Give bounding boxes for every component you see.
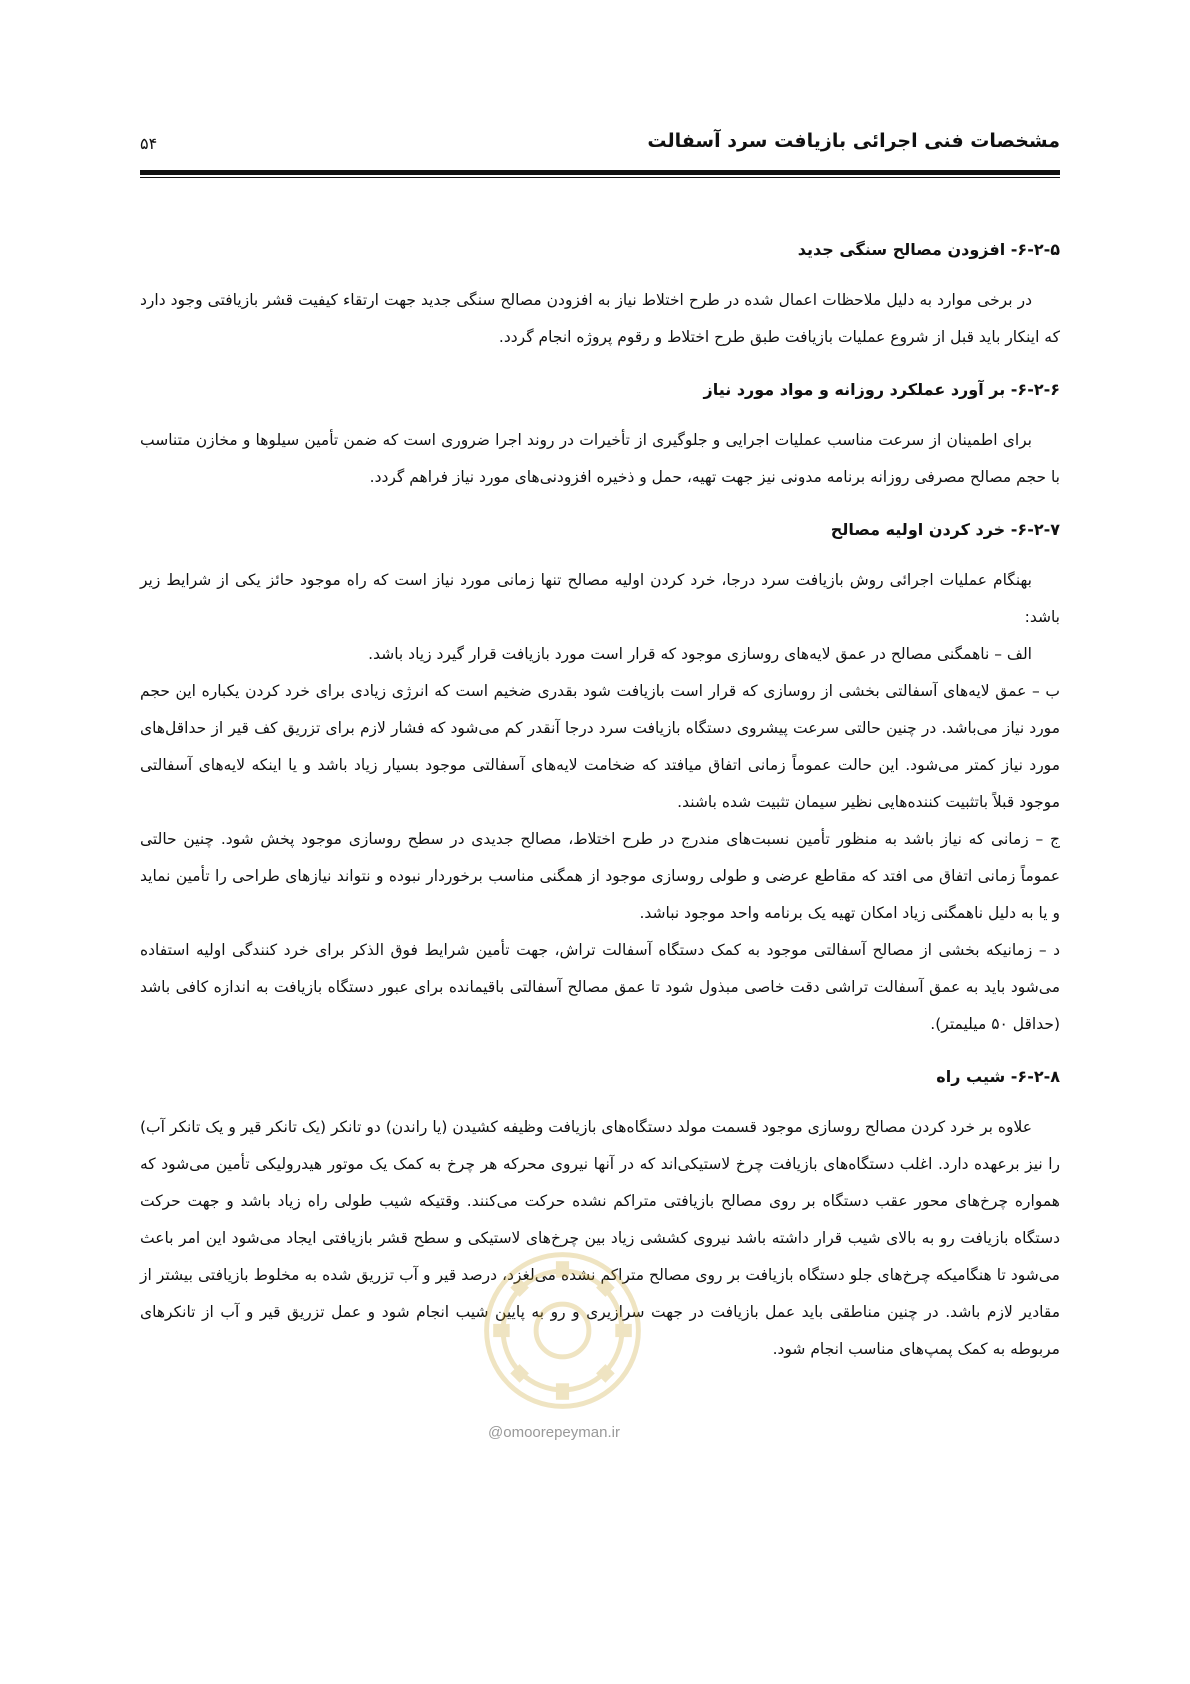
paragraph: برای اطمینان از سرعت مناسب عملیات اجرایی و جلوگیری از تأخیرات در روند اجرا ضروری است که ضمن تأمین سیلوها و مخازن متناسب با حجم مصالح مصرفی روزانه برنامه مدونی نیز جهت تهیه، حمل و ذخیره افزودنی‌های مورد نیاز فراهم گردد. — [140, 431, 1060, 486]
paragraph: بهنگام عملیات اجرائی روش بازیافت سرد درجا، خرد کردن اولیه مصالح تنها زمانی مورد نیاز است که راه موجود حائز یکی از شرایط زیر باشد: — [140, 571, 1060, 626]
watermark-text: @omoorepeyman.ir — [488, 1424, 620, 1441]
list-item: ب – عمق لایه‌های آسفالتی بخشی از روسازی که قرار است بازیافت شود بقدری ضخیم است که انرژی زیادی برای خرد کردن یکباره این حجم مورد نیاز می‌باشد. در چنین حالتی سرعت پیشروی دستگاه بازیافت سرد درجا آنقدر کم می‌شود که فشار لازم برای تزریق کف قیر از حداقل‌های مورد نیاز کمتر می‌شود. این حالت عموماً زمانی اتفاق میافتد که ضخامت لایه‌های آسفالتی موجود بسیار زیاد باشد و یا اینکه لایه‌های آسفالتی موجود قبلاً باتثبیت کننده‌هایی نظیر سیمان تثبیت شده باشند. — [140, 682, 1060, 811]
section-heading: ۶-۲-۵- افزودن مصالح سنگی جدید — [797, 240, 1060, 259]
section-heading: ۶-۲-۷- خرد کردن اولیه مصالح — [830, 520, 1060, 539]
paragraph: علاوه بر خرد کردن مصالح روسازی موجود قسمت مولد دستگاه‌های بازیافت وظیفه کشیدن (یا راندن) دو تانکر (یک تانکر قیر و یک تانکر آب) را نیز برعهده دارد. اغلب دستگاه‌های بازیافت چرخ لاستیکی‌اند که در آنها نیروی محرکه هر چرخ به کمک یک موتور هیدرولیکی تأمین می‌شود که همواره چرخ‌های محور عقب دستگاه بر روی مصالح بازیافتی متراکم نشده حرکت می‌کنند. وقتیکه شیب طولی راه زیاد باشد و جهت حرکت دستگاه بازیافت رو به بالای شیب قرار داشته باشد نیروی کششی زیاد بین چرخ‌های لاستیکی و سطح قشر بازیافتی ایجاد می‌شود این امر باعث می‌شود تا هنگامیکه چرخ‌های جلو دستگاه بازیافت بر روی مصالح متراکم نشده می‌لغزد، درصد قیر و آب تزریق شده به مخلوط بازیافتی بیشتر از مقادیر لازم باشد. در چنین مناطقی باید عمل بازیافت در جهت سرازیری و رو به پایین شیب انجام شود و عمل تزریق قیر و آب از تانکرهای مربوطه به کمک پمپ‌های مناسب انجام شود. — [140, 1118, 1060, 1358]
page-header — [140, 128, 1060, 174]
document-body — [140, 238, 1060, 1368]
list-item: ج – زمانی که نیاز باشد به منظور تأمین نسبت‌های مندرج در طرح اختلاط، مصالح جدیدی در سطح روسازی موجود پخش شود. چنین حالتی عموماً زمانی اتفاق می افتد که مقاطع عرضی و طولی روسازی موجود از همگنی مناسب برخوردار نبوده و نتواند نیازهای طراحی را تأمین نماید و یا به دلیل ناهمگنی زیاد امکان تهیه یک برنامه واحد موجود نباشد. — [140, 830, 1060, 922]
header-title: مشخصات فنی اجرائی بازیافت سرد آسفالت — [647, 130, 1060, 152]
list-item: د – زمانیکه بخشی از مصالح آسفالتی موجود به کمک دستگاه آسفالت تراش، جهت تأمین شرایط فوق الذکر برای خرد کنندگی اولیه استفاده می‌شود باید به عمق آسفالت تراشی دقت خاصی مبذول شود تا عمق مصالح آسفالتی باقیمانده برای عبور دستگاه بازیافت به اندازه کافی باشد (حداقل ۵۰ میلیمتر). — [140, 941, 1060, 1033]
paragraph: در برخی موارد به دلیل ملاحظات اعمال شده در طرح اختلاط نیاز به افزودن مصالح سنگی جدید جهت ارتقاء کیفیت قشر بازیافتی وجود دارد که اینکار باید قبل از شروع عملیات بازیافت طبق طرح اختلاط و رقوم پروژه انجام گردد. — [140, 291, 1060, 346]
gear-seal-icon — [480, 1248, 645, 1413]
page-number: ۵۴ — [140, 134, 158, 153]
section-heading: ۶-۲-۶- بر آورد عملکرد روزانه و مواد مورد نیاز — [703, 380, 1060, 399]
section-heading: ۶-۲-۸- شیب راه — [936, 1067, 1060, 1086]
list-item: الف – ناهمگنی مصالح در عمق لایه‌های روسازی موجود که قرار است مورد بازیافت قرار گیرد زیاد باشد. — [368, 645, 1032, 663]
header-rule-thin — [140, 177, 1060, 178]
header-rule — [140, 170, 1060, 175]
